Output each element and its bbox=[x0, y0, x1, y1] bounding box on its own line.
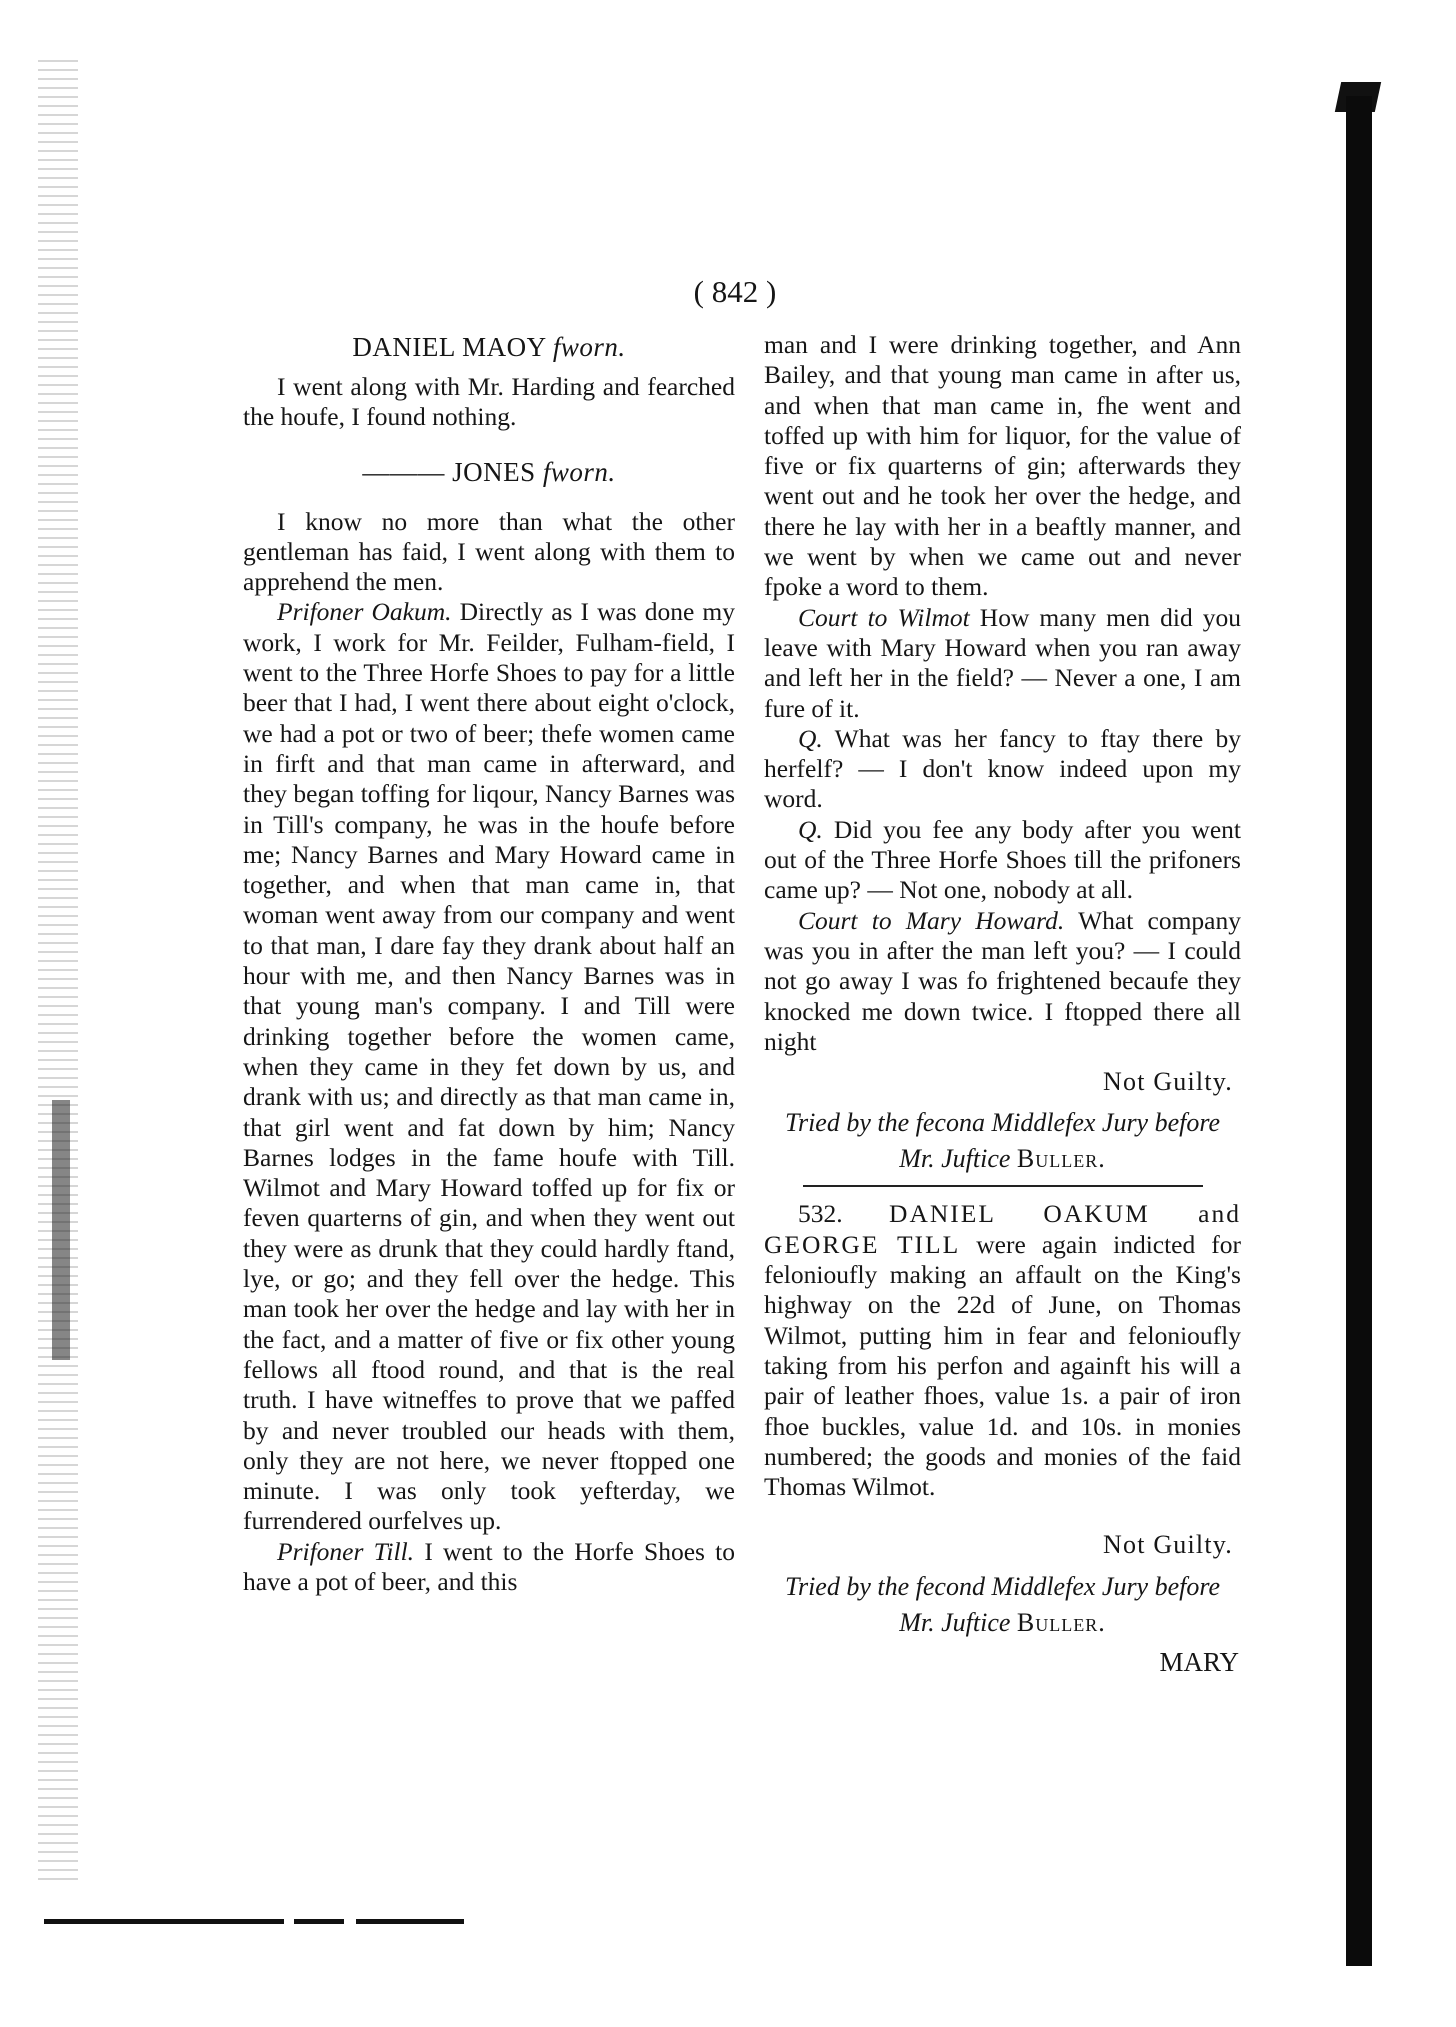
catchword: MARY bbox=[1159, 1646, 1239, 1677]
case-number: 532. bbox=[798, 1199, 843, 1229]
court-question-wilmot bbox=[764, 603, 1241, 724]
page-number: ( 842 ) bbox=[693, 274, 777, 309]
left-column bbox=[243, 330, 735, 1597]
verdict-1: Not Guilty. bbox=[1103, 1067, 1233, 1097]
section-divider bbox=[803, 1185, 1203, 1187]
verdict-2: Not Guilty. bbox=[1103, 1530, 1233, 1560]
statement-till bbox=[243, 1537, 735, 1598]
defendant-names: DANIEL OAKUM and GEORGE TILL bbox=[764, 1199, 1241, 1259]
question-text: What company was you in after the man left you? — I could not go away I was fo frightened becaufe they knocked me down twice. I ftopped there all night bbox=[764, 905, 1241, 1056]
witness-heading-maoy bbox=[243, 330, 735, 364]
witness-name: ——— JONES bbox=[362, 456, 536, 487]
speaker-label: Court to Wilmot bbox=[798, 602, 970, 632]
question-text: Did you fee any body after you went out of the Three Horfe Shoes till the prifoners came up? — Not one, nobody at all. bbox=[764, 814, 1242, 905]
tried-text: Tried by the fecond Middlefex Jury before bbox=[784, 1571, 1221, 1601]
right-column bbox=[764, 330, 1241, 1677]
witness-name: DANIEL MAOY bbox=[352, 332, 546, 362]
scan-edge-right bbox=[1346, 96, 1372, 1966]
indictment-text: were again indicted for felonioufly making an affault on the King's highway on the 22d of June, on Thomas Wilmot, putting him in fear and felonioufly taking from his perfon and againft his will a pair of leather fhoes, value 1s. a pair of iron fhoe buckles, value 1d. and 10s. in monies numbered; the goods and monies of the faid Thomas Wilmot. bbox=[764, 1229, 1242, 1502]
question-marker: Q. bbox=[798, 723, 823, 753]
scan-edge-left bbox=[38, 60, 78, 1880]
judge-title: Mr. Juftice bbox=[899, 1607, 1011, 1637]
sworn-label: fworn. bbox=[542, 456, 616, 487]
question-text: What was her fancy to ftay there by herfelf? — I don't know indeed upon my word. bbox=[764, 723, 1241, 814]
statement-oakum bbox=[243, 597, 735, 1536]
judge-name: Buller. bbox=[1016, 1607, 1106, 1637]
scan-edge-left-dark bbox=[52, 1100, 70, 1360]
judge-name: Buller. bbox=[1016, 1144, 1106, 1174]
question-text: How many men did you leave with Mary Howard when you ran away and left her in the field? — Never a one, I am fure of it. bbox=[764, 602, 1241, 723]
statement-till-continued: man and I were drinking together, and Ann Bailey, and that young man came in after us, and when that man came in, fhe went and toffed up with him for liquor, for the value of five or fix quarterns of gin; afterwards they went out and he took her over the hedge, and there he lay with her in a beaftly manner, and we went by when we came out and never fpoke a word to them. bbox=[764, 330, 1241, 602]
question-1 bbox=[764, 724, 1241, 815]
judge-title: Mr. Juftice bbox=[899, 1144, 1011, 1174]
court-question-howard bbox=[764, 906, 1241, 1057]
spacer bbox=[764, 1502, 1241, 1520]
sworn-label: fworn. bbox=[552, 332, 626, 362]
speaker-label: Prifoner Oakum. bbox=[277, 597, 452, 627]
question-2 bbox=[764, 815, 1241, 906]
witness-heading-jones bbox=[243, 455, 735, 489]
speaker-label: Court to Mary Howard. bbox=[798, 905, 1065, 935]
speaker-label: Prifoner Till. bbox=[277, 1536, 415, 1566]
testimony-maoy: I went along with Mr. Harding and fearched the houfe, I found nothing. bbox=[243, 372, 735, 432]
question-marker: Q. bbox=[798, 814, 823, 844]
case-532-indictment bbox=[764, 1199, 1241, 1502]
scan-bottom-rule bbox=[44, 1919, 464, 1924]
statement-text: Directly as I was done my work, I work for Mr. Feilder, Fulham-field, I went to the Three Horfe Shoes to pay for a little beer that I had, I went there about eight o'clock, we had a pot or two of beer; thefe women came in firft and that man came in afterward, and they began toffing for liqour, Nancy Barnes was in Till's company, he was in the houfe before me; Nancy Barnes and Mary Howard came in together, and when that man came in, that woman went away from our company and went to that man, I dare fay they drank about half an hour with me, and then Nancy Barnes was in that young man's company. I and Till were drinking together before the women came, when they came in they fet down by us, and drank with us; and directly as that man came in, that girl went and fat down by him; Nancy Barnes lodges in the fame houfe with Till. Wilmot and Mary Howard toffed up for fix or feven quarterns of gin, and when they went out they were as drunk that they could hardly ftand, lye, or go; and they fell over the hedge. This man took her over the hedge and lay with her in the fact, and a matter of five or fix other young fellows all ftood round, and that is the real truth. I have witneffes to prove that we paffed by and never troubled our heads with them, only they are not here, we never ftopped one minute. I was only took yefterday, we furrendered ourfelves up. bbox=[243, 597, 736, 1536]
tried-by-1 bbox=[764, 1105, 1241, 1177]
testimony-jones: I know no more than what the other gentleman has faid, I went along with them to apprehend the men. bbox=[243, 506, 735, 597]
tried-text: Tried by the fecona Middlefex Jury before bbox=[784, 1108, 1221, 1138]
statement-text: I went to the Horfe Shoes to have a pot of beer, and this bbox=[243, 1536, 736, 1596]
tried-by-2 bbox=[764, 1569, 1241, 1641]
